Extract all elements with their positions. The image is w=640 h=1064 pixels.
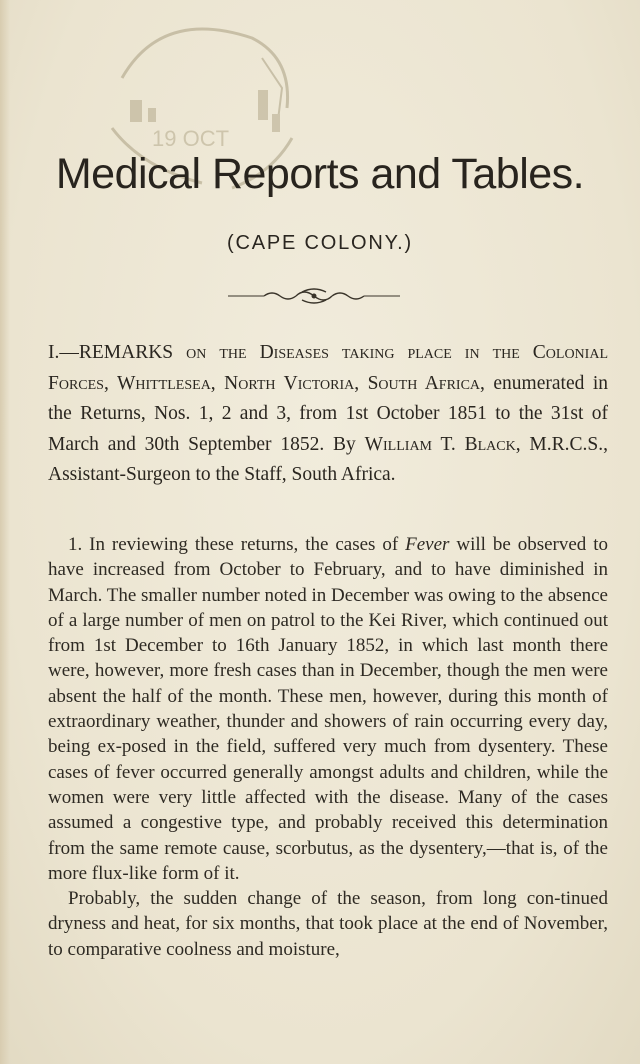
section-heading-remarks: REMARKS (78, 342, 187, 363)
section-heading-details: enumerated in the Returns, Nos. 1, 2 and 3, from 1st October 1851 to the 31st of March and 30th September 1852. By (48, 372, 608, 455)
body-text (48, 532, 608, 962)
paragraph-2: Probably, the sudden change of the season, from long con-tinued dryness and heat, for six months, that took place at the end of November, to comparative coolness and moisture, (48, 888, 608, 960)
ornament-divider-icon (228, 288, 400, 304)
page-title: Medical Reports and Tables. (55, 150, 585, 198)
section-heading (48, 338, 608, 491)
page-subtitle: (CAPE COLONY.) (227, 232, 413, 254)
paragraph-1-emphasis: Fever (405, 534, 450, 555)
section-heading-credentials: M.R.C.S., Assistant-Surgeon to the Staff, South Africa. (48, 433, 608, 485)
section-number: I.— (48, 342, 79, 363)
section-heading-author: William T. Black, (364, 433, 521, 455)
paragraph-1-intro: 1. In reviewing these returns, the cases of (68, 534, 406, 555)
section-heading-subject: on the Diseases taking place in the Colonial Forces, Whittlesea, North Victoria, South Africa, (48, 342, 608, 394)
stamp-date-label: 19 OCT (152, 126, 230, 151)
paragraph-1-rest: will be observed to have increased from October to February, and to have diminished in March. The smaller number noted in December was owing to the absence of a large number of men on patrol to the Kei River, which continued out from 1st December to 16th January 1852, in which last month there were, however, more fresh cases than in December, though the men were absent the half of the month. These men, however, during this month of extraordinary weather, thunder and showers of rain occurring every day, being ex-posed in the field, suffered very much from dysentery. These cases of fever occurred generally amongst adults and children, while the women were very little affected with the disease. Many of the cases assumed a congestive type, and probably received this determination from the same remote cause, scorbutus, as the dysentery,—that is, of the more flux-like form of it. (48, 534, 608, 884)
paragraph-1 (48, 532, 608, 886)
